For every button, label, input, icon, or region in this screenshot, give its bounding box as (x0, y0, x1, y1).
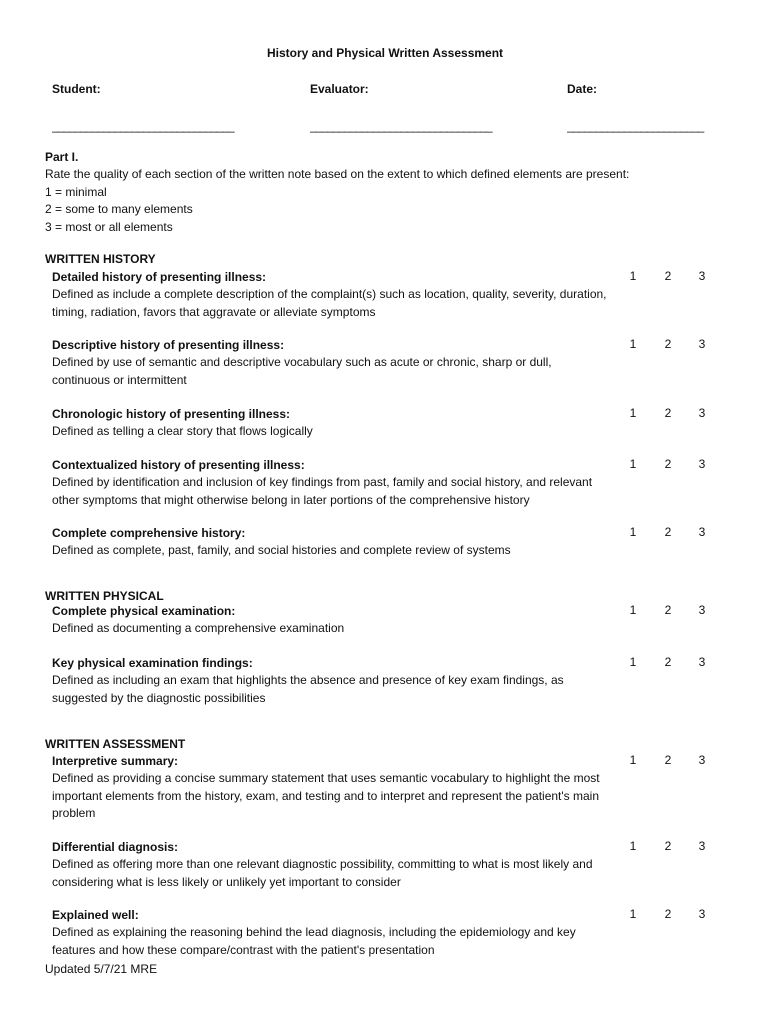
item-title: Complete comprehensive history: (52, 526, 246, 540)
score-3[interactable]: 3 (698, 753, 706, 767)
rubric-item (52, 839, 612, 891)
score-1[interactable]: 1 (629, 753, 637, 767)
score-1[interactable]: 1 (629, 603, 637, 617)
score-options (620, 907, 720, 925)
item-description: Defined as documenting a comprehensive examination (52, 621, 345, 636)
rubric-item (52, 269, 612, 321)
score-2[interactable]: 2 (664, 525, 672, 539)
score-1[interactable]: 1 (629, 457, 637, 471)
score-options (620, 406, 720, 424)
section-heading-physical: WRITTEN PHYSICAL (45, 589, 164, 603)
score-options (620, 457, 720, 475)
score-2[interactable]: 2 (664, 907, 672, 921)
item-title: Detailed history of presenting illness: (52, 270, 267, 284)
score-2[interactable]: 2 (664, 406, 672, 420)
rubric-item (52, 907, 612, 959)
score-3[interactable]: 3 (698, 457, 706, 471)
score-1[interactable]: 1 (629, 839, 637, 853)
score-2[interactable]: 2 (664, 337, 672, 351)
scale-item: 2 = some to many elements (45, 202, 193, 217)
rubric-item (52, 337, 612, 389)
item-title: Differential diagnosis: (52, 840, 179, 854)
score-3[interactable]: 3 (698, 269, 706, 283)
item-description: Defined as including an exam that highlights the absence and presence of key exam findings, as suggested by the diagnostic possibilities (52, 673, 564, 705)
score-2[interactable]: 2 (664, 655, 672, 669)
item-title: Contextualized history of presenting illness: (52, 458, 305, 472)
date-signature-line[interactable]: ________________________ (567, 119, 704, 133)
score-options (620, 603, 720, 621)
score-options (620, 839, 720, 857)
score-1[interactable]: 1 (629, 337, 637, 351)
item-description: Defined by identification and inclusion of key findings from past, family and social history, and relevant other symptoms that might otherwise belong in later portions of the comprehensive history (52, 475, 593, 507)
item-description: Defined as providing a concise summary statement that uses semantic vocabulary to highlight the most important elements from the history, exam, and testing and to interpret and represent the patient's main problem (52, 771, 600, 821)
score-3[interactable]: 3 (698, 525, 706, 539)
item-description: Defined as complete, past, family, and social histories and complete review of systems (52, 543, 511, 558)
score-1[interactable]: 1 (629, 907, 637, 921)
item-title: Descriptive history of presenting illness: (52, 338, 285, 352)
student-label: Student: (52, 82, 101, 96)
item-title: Key physical examination findings: (52, 656, 253, 670)
score-3[interactable]: 3 (698, 406, 706, 420)
item-title: Interpretive summary: (52, 754, 179, 768)
score-options (620, 753, 720, 771)
score-options (620, 337, 720, 355)
score-1[interactable]: 1 (629, 406, 637, 420)
student-signature-line[interactable]: ________________________________ (52, 119, 234, 133)
score-1[interactable]: 1 (629, 525, 637, 539)
date-label: Date: (567, 82, 598, 96)
rubric-item (52, 525, 612, 560)
item-description: Defined as include a complete description of the complaint(s) such as location, quality, severity, duration, timing, radiation, favors that aggravate or alleviate symptoms (52, 287, 607, 319)
score-2[interactable]: 2 (664, 603, 672, 617)
evaluator-signature-line[interactable]: ________________________________ (310, 119, 492, 133)
score-3[interactable]: 3 (698, 337, 706, 351)
score-3[interactable]: 3 (698, 839, 706, 853)
item-title: Explained well: (52, 908, 139, 922)
score-options (620, 525, 720, 543)
score-options (620, 269, 720, 287)
item-title: Complete physical examination: (52, 604, 236, 618)
rubric-item (52, 603, 612, 638)
item-description: Defined as offering more than one relevant diagnostic possibility, committing to what is most likely and considering what is less likely or unlikely yet important to consider (52, 857, 593, 889)
part-heading: Part I. (45, 150, 79, 164)
page-title: History and Physical Written Assessment (266, 46, 504, 60)
rubric-item (52, 655, 612, 707)
item-description: Defined as telling a clear story that flows logically (52, 424, 313, 439)
scale-item: 3 = most or all elements (45, 219, 173, 234)
footer-note: Updated 5/7/21 MRE (45, 962, 158, 976)
section-heading-assessment: WRITTEN ASSESSMENT (45, 737, 186, 751)
item-title: Chronologic history of presenting illness: (52, 407, 291, 421)
score-2[interactable]: 2 (664, 753, 672, 767)
evaluator-label: Evaluator: (310, 82, 369, 96)
score-3[interactable]: 3 (698, 655, 706, 669)
instructions-block (45, 149, 725, 236)
score-2[interactable]: 2 (664, 839, 672, 853)
score-2[interactable]: 2 (664, 457, 672, 471)
score-options (620, 655, 720, 673)
score-3[interactable]: 3 (698, 603, 706, 617)
score-2[interactable]: 2 (664, 269, 672, 283)
rubric-item (52, 457, 612, 509)
section-heading-history: WRITTEN HISTORY (45, 252, 156, 266)
score-1[interactable]: 1 (629, 269, 637, 283)
instruction-text: Rate the quality of each section of the written note based on the extent to which defined elements are present: (45, 167, 630, 182)
score-1[interactable]: 1 (629, 655, 637, 669)
scale-item: 1 = minimal (45, 184, 107, 199)
score-3[interactable]: 3 (698, 907, 706, 921)
item-description: Defined by use of semantic and descriptive vocabulary such as acute or chronic, sharp or dull, continuous or intermittent (52, 355, 552, 387)
item-description: Defined as explaining the reasoning behind the lead diagnosis, including the epidemiology and key features and how these compare/contrast with the patient's presentation (52, 925, 576, 957)
rubric-item (52, 753, 612, 823)
rubric-item (52, 406, 612, 441)
